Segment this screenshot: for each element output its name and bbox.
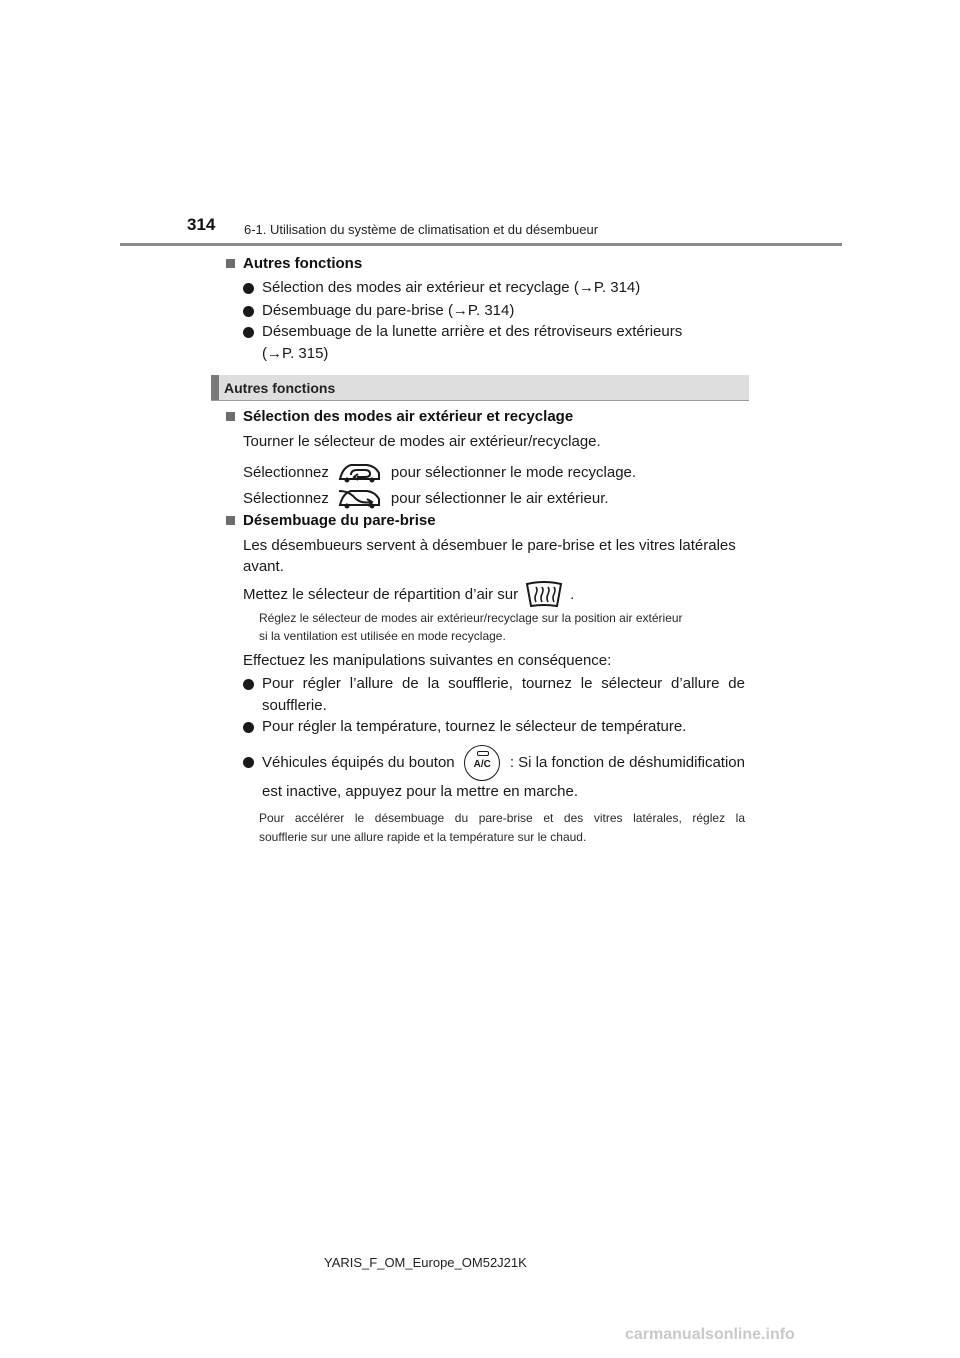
ac-button-bullet-post: : Si la fonction de déshumidification — [509, 754, 745, 771]
ac-button-label: A/C — [473, 758, 491, 770]
section2-heading-text: Désembuage du pare-brise — [243, 512, 436, 529]
windshield-mode-post: . — [570, 585, 575, 603]
note2-line1: Pour accélérer le désembuage du pare-brise et des vitres latérales, réglez la — [259, 811, 745, 825]
ac-button-bullet — [243, 754, 745, 771]
fan-speed-bullet-text: Pour régler l’allure de la soufflerie, tournez le sélecteur d’allure de — [262, 675, 745, 692]
box-heading-text: Autres fonctions — [224, 380, 336, 396]
intro-bullet-text: Désembuage de la lunette arrière et des rétroviseurs extérieurs — [262, 323, 683, 340]
bullet-dot-icon — [243, 679, 254, 690]
ac-button-bullet-pre: Véhicules équipés du bouton — [262, 754, 455, 771]
ac-indicator-icon — [477, 751, 489, 756]
fan-speed-bullet — [243, 675, 745, 692]
temperature-bullet-text: Pour régler la température, tournez le sélecteur de température. — [262, 718, 687, 735]
page-number: 314 — [187, 215, 216, 234]
intro-bullet-text: Sélection des modes air extérieur et recyclage (→P. 314) — [262, 279, 641, 296]
section1-heading — [226, 408, 573, 425]
recycle-line-pre: Sélectionnez — [243, 463, 329, 481]
outside-air-line-post: pour sélectionner le air extérieur. — [390, 489, 609, 507]
section1-heading-text: Sélection des modes air extérieur et recyclage — [243, 408, 574, 425]
section2-text-line1: Les désembueurs servent à désembuer le pare-brise et les vitres latérales — [243, 537, 736, 554]
square-bullet-icon — [226, 516, 235, 525]
intro-bullet — [243, 323, 682, 340]
box-heading — [211, 375, 749, 401]
box-heading-accent — [211, 375, 219, 400]
section-title: 6-1. Utilisation du système de climatisation et du désembueur — [244, 222, 599, 237]
outside-air-icon — [337, 485, 383, 511]
intro-bullet-text: Désembuage du pare-brise (→P. 314) — [262, 302, 515, 319]
ac-button-bullet-continuation: est inactive, appuyez pour la mettre en marche. — [262, 783, 578, 800]
header-divider — [120, 243, 842, 246]
section2-text3: Effectuez les manipulations suivantes en conséquence: — [243, 652, 612, 669]
note2-line2: soufflerie sur une allure rapide et la température sur le chaud. — [259, 830, 587, 844]
bullet-dot-icon — [243, 283, 254, 294]
section2-heading — [226, 512, 436, 529]
bullet-dot-icon — [243, 722, 254, 733]
document-footer-code: YARIS_F_OM_Europe_OM52J21K — [324, 1255, 527, 1270]
square-bullet-icon — [226, 259, 235, 268]
intro-bullet-continuation: (→P. 315) — [262, 345, 329, 362]
section1-text: Tourner le sélecteur de modes air extérieur/recyclage. — [243, 433, 601, 450]
fan-speed-bullet-continuation: soufflerie. — [262, 697, 327, 714]
recirculation-icon — [337, 459, 383, 485]
recycle-line — [243, 459, 636, 485]
windshield-mode-pre: Mettez le sélecteur de répartition d’air sur — [243, 585, 519, 603]
intro-heading-text: Autres fonctions — [243, 255, 363, 272]
windshield-defrost-icon — [524, 580, 564, 608]
outside-air-line-pre: Sélectionnez — [243, 489, 329, 507]
intro-bullet — [243, 302, 514, 319]
temperature-bullet — [243, 718, 686, 735]
bullet-dot-icon — [243, 306, 254, 317]
watermark-text: carmanualsonline.info — [625, 1326, 795, 1343]
ac-button-icon — [464, 745, 500, 781]
section2-text-line2: avant. — [243, 558, 284, 575]
note1-line2: si la ventilation est utilisée en mode recyclage. — [259, 629, 506, 643]
recycle-line-post: pour sélectionner le mode recyclage. — [390, 463, 637, 481]
ac-button-bullet-row — [262, 754, 745, 771]
intro-bullet — [243, 279, 640, 296]
windshield-mode-line — [243, 580, 574, 608]
intro-heading — [226, 255, 362, 272]
bullet-dot-icon — [243, 327, 254, 338]
outside-air-line — [243, 485, 609, 511]
square-bullet-icon — [226, 412, 235, 421]
note1-line1: Réglez le sélecteur de modes air extérieur/recyclage sur la position air extérieur — [259, 611, 683, 625]
bullet-dot-icon — [243, 757, 254, 768]
